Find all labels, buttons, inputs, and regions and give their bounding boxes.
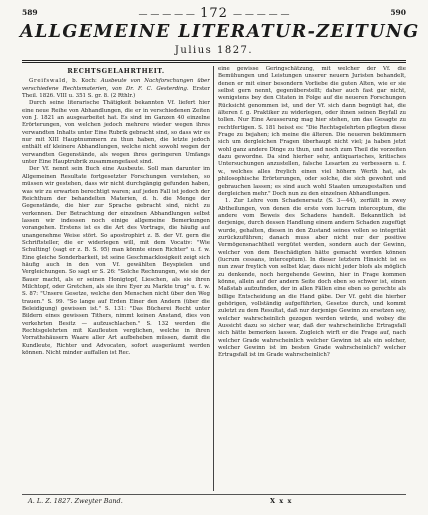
header-rule-bottom [22,62,406,63]
right-paragraph: eine gewisse Geringschätzung, mit welcher der Vf. die Bemühungen und Leistungen unserer neuern Juristen behandelt, denen er mit einer besondern Vorliebe die guten Alten, wie er sie selbst gern nennt, gegenüberstellt; daher auch fast gar nicht, wenigstens bey den Citaten in Folge auf die neueren Forschungen Rücksicht genommen ist, und der Vf. sich dann begnügt hat, die älteren f. g. Praktiker zu widerlegen, oder ihnen seinen Beyfall zu tollen. Nur Eine Aeusserung mag hier stehen, um das Gesagte zu rechtfertigen. S. 181 heisst es: "Die Rechtsgelehrten pflegten diese Frage zu bejahen; ich meine die älteren. Die neueren bekümmern sich um dergleichen Fragen überhaupt nicht viel; ja haben jetzt wohl ganz andere Dinge zu thun, und noch zum Theil die vorzeiten dazu gewordne. Da sind hierher sehr, antiquarisches, kritisches Untersuchungen anzustellen, falsche Lesarten zu verbessern u. f. w., welches alles freylich einen viel höhern Werth hat, als philosophische Erörterungen, oder solche, die sich gewohnt und gebrauchen lassen; es sind auch wohl Staaten umzugestalten und dergleichen mehr." Doch nun zu den einzelnen Abhandlungen. [218,66,406,197]
page-number-value: 172 [200,6,228,21]
left-paragraph: Durch seine literarische Thätigkeit bekannten Vf. liefert hier eine neue Reihe von Abhandlungen, die er in verschiedenen Zeiten von J. 1821 an ausgearbeitet hat. Es sind im Ganzen 40 einzelne Erörterungen, von welchen jedoch mehrere wieder wegen ihres verwandten Inhalts unter Eine Rubrik gebracht sind, so dass wir es nur mit XIII Hauptnummern zu thun haben, die letzte jedoch enthält elf kleinere Abhandlungen, welche nicht sowohl wegen der verwandten Gegenstände, als wegen ihres geringeren Umfangs unter Eine Hauptrubrik zusammengefasst sind. [22,100,210,166]
issue-date: Julius 1827. [174,45,254,56]
page-number: — — — — — 172 — — — — — [138,6,290,21]
column-number-left: 589 [22,8,38,17]
footer-signature: X x x [270,497,293,505]
right-column [218,66,406,491]
entry-publisher: b. Koch: [68,78,101,85]
right-paragraph: 1. Zur Lehre vom Schadenersatz (S. 3—44), zerfällt in zwey Abtheilungen, von denen die erste vom lucrum interceptum, die andere vom Beweis des Schadens handelt. Bekanntlich ist derjenige, durch dessen Handlung einem andern Schaden zugefügt wurde, gehalten, diesen in den Zustand seines vollen so integritàt zurückzuführen; danach muss aber nicht nur der positive Vermögensnachtheil vergütet werden, sondern auch der Gewinn, welcher von dem Beschädigten hätte gemacht werden können (lucrum cessans, interceptum). In dieser letztern Hinsicht ist es nun zwar freylich von selbst klar, dass nicht jeder blofs als möglich zu denkende, noch hergehende Gewinn, hier in Frage kommen könne, allein auf der andern Seite doch eben so schwer ist, einen Maßstab aufzufinden, der in allen Fällen eine eben so gerechte als billige Entscheidung an die Hand gäbe. Der Vf. geht die hierher gehörigen, vollständig aufgeführten, Gesetze durch, und kommt zuletzt zu dem Resultat, daß nur derjenige Gewinn zu ersetzen sey, welcher wahrscheinlich gezogen werden würde, und wobey die Aussicht dazu so sicher war, daß der wahrscheinliche Ertragsfall sich hätte bemerken lassen. Zugleich wirft er die Frage auf, nach welcher Grade wahrscheinlich welcher Gewinn ist als ein solcher, welcher Gewinn ist im besten Grade wahrscheinlich? welcher Ertragsfall ist im Grade wahrscheinlich? [218,198,406,359]
column-number-right: 590 [390,8,406,17]
column-divider [213,66,214,491]
page-header [22,6,406,22]
entry-volume: Erster Theil. 1826. VIII u. 351 S. gr. 8. (2 Rthlr.) [22,85,210,100]
left-column [22,66,210,491]
page-footer [22,497,406,509]
section-heading: RECHTSGELAHRTHEIT. [67,67,165,75]
masthead-title: ALLGEMEINE LITERATUR-ZEITUNG [20,22,420,42]
left-paragraph: Der Vf. nennt sein Buch eine Ausbeute. Soll man darunter im Allgemeinen Resultate fortgesetzter Forschungen verstehen, so müssen wir gestehen, dass wir nicht durchgängig gefunden haben, was wir zu erwarten berechtigt waren; auf jeden Fall ist jedoch der Reichthum der behandelten Materien, d. h. die Menge der Gegenstände, die hier zur Sprache gebracht sind, nicht zu verkennen. Der Betrachtung der einzelnen Abhandlungen selbst lassen wir indessen noch einige allgemeine Bemerkungen vorangehen. Erstens ist es die Art des Vortrags, die häufig auf unangenehme Weise stört. So apostrophirt z. B. der Vf. gern die Schriftsteller, die er widerlegen will, mit dem Vocativ: "Wie Schulting! (sagt er z. B. S. 95) man könnte einen Richter" u. f. w. Eine gleiche Sonderbarkeit, ist seine Geschmacklosigkeit zeigt sich häufig auch in den von Vf. gewählten Beyspielen und Vergleichungen. So sagt er S. 26: "Solche Rechnungen, wie sie der Bauer macht, als er seinen Honigtopf, Lieschen, als sie ihren Milchtopf, oder Gretchen, als sie ihre Eyer zu Markte trug" u. f. w. S. 87: "Unsere Gesetze, welche den Menschen nicht über den Weg trauen." S. 99. "So lange auf Erden Einer den Andern (über die Beleidigung) gewissen ist." S. 131: "Das Bücherei Recht unter Bildern eines gewissen Tithers, nimmt keinen Anstand, dies von verkehrten Besitz — aufzuschlachen." S. 132 werden die Rechtsgelehrten mit Kaufleuten verglichen, welche in ihren Vorrathshäusern Waare aller Art aufbeheben müssen, damit die Kundleute, Richter und Advocaten, sofort ausgeräumt werden können. Nicht minder auffallen ist Rec. [22,166,210,357]
footer-volume-note: A. L. Z. 1827. Zweyter Band. [28,497,123,505]
footer-rule [22,494,406,495]
entry-title: Ausbeute von Nachforschungen über verschiedene Rechtsmaterien, von Dr. F. C. Gesterding. [22,78,210,92]
header-rule-top [22,60,406,61]
entry-place: Greifswald, [29,78,69,85]
book-entry-heading [22,78,210,100]
